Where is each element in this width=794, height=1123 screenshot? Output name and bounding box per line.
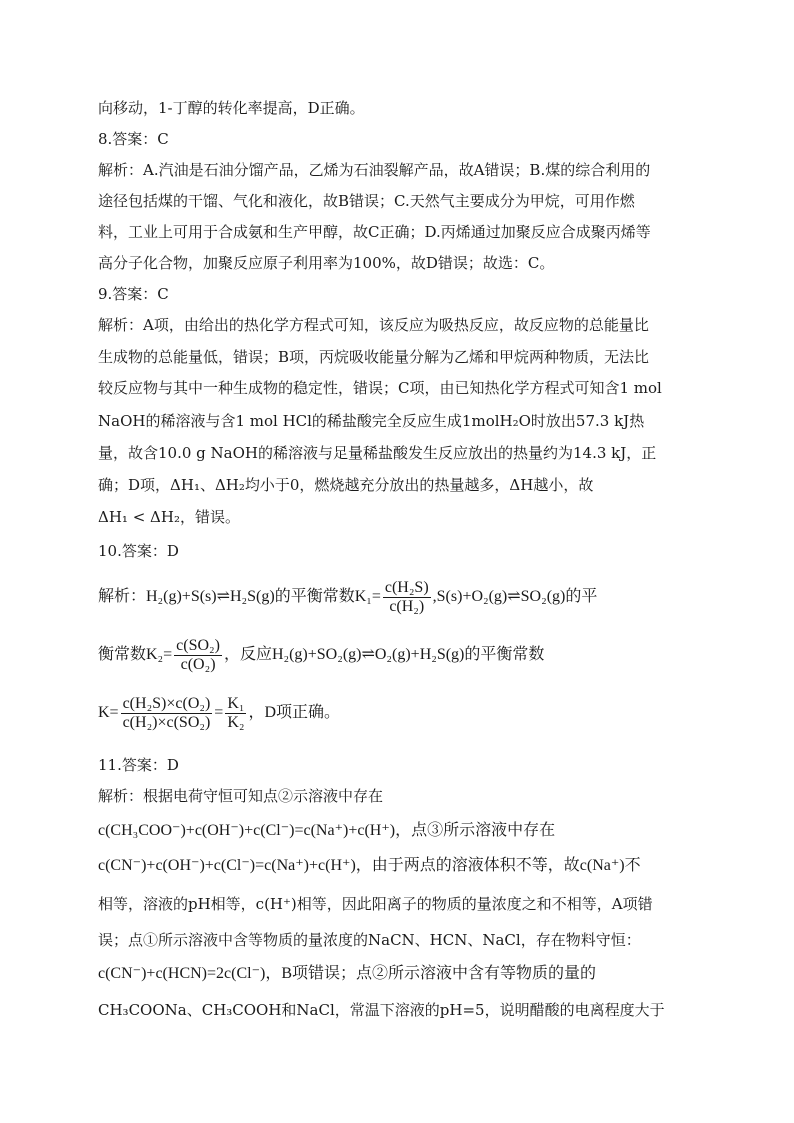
text-line: 较反应物与其中一种生成物的稳定性，错误；C项，由已知热化学方程式可知含1 mol (98, 379, 662, 397)
fraction-numerator: K₁ (227, 695, 245, 712)
equation-k2 (98, 638, 708, 673)
fraction-numerator: c(SO₂) (176, 637, 220, 654)
equation-line: c(CH₃COO⁻)+c(OH⁻)+c(Cl⁻)=c(Na⁺)+c(H⁺)，点③所示溶液中存在 (98, 822, 556, 839)
text-line: 料，工业上可用于合成氨和生产甲醇，故C正确；D.丙烯通过加聚反应合成聚丙烯等 (98, 223, 651, 241)
equation-text: ，反应H₂(g)+SO₂(g)⇌O₂(g)+H₂S(g)的平衡常数 (223, 646, 545, 664)
answer-11: 11.答案：D (98, 756, 179, 774)
equation-text: 解析：H₂(g)+S(s)⇌H₂S(g)的平衡常数K₁= (98, 588, 381, 606)
answer-10: 10.答案：D (98, 542, 179, 560)
equation-text: K= (98, 704, 119, 722)
text-line: 量，故含10.0 g NaOH的稀溶液与足量稀盐酸发生反应放出的热量约为14.3 kJ，正 (98, 444, 657, 462)
equation-k (98, 696, 708, 731)
answer-8: 8.答案：C (98, 130, 169, 148)
fraction-denominator: c(O₂) (180, 656, 216, 673)
text-line: ΔH₁ < ΔH₂，错误。 (98, 508, 240, 526)
equation-text: = (214, 704, 224, 722)
fraction-denominator: K₂ (227, 714, 245, 731)
text-line: 解析：A.汽油是石油分馏产品，乙烯为石油裂解产品，故A错误；B.煤的综合利用的 (98, 161, 651, 179)
text-line: NaOH的稀溶液与含1 mol HCl的稀盐酸完全反应生成1molH₂O时放出57.3 kJ热 (98, 412, 645, 430)
fraction-k (121, 696, 213, 731)
text-line: 误；点①所示溶液中含等物质的量浓度的NaCN、HCN、NaCl，存在物料守恒： (98, 931, 641, 949)
equation-text: ，D项正确。 (248, 704, 341, 722)
fraction-k1 (383, 580, 431, 615)
fraction-k2 (174, 638, 222, 673)
text-line: 确；D项，ΔH₁、ΔH₂均小于0，燃烧越充分放出的热量越多，ΔH越小，故 (98, 476, 594, 494)
equation-line: c(CN⁻)+c(OH⁻)+c(Cl⁻)=c(Na⁺)+c(H⁺)，由于两点的溶液体积不等，故c(Na⁺)不 (98, 857, 641, 874)
text-line: 相等，溶液的pH相等，c(H⁺)相等，因此阳离子的物质的量浓度之和不相等，A项错 (98, 895, 653, 913)
fraction-denominator: c(H₂)×c(SO₂) (122, 714, 211, 731)
text-line: 生成物的总能量低，错误；B项，丙烷吸收能量分解为乙烯和甲烷两种物质，无法比 (98, 348, 650, 366)
answer-9: 9.答案：C (98, 285, 169, 303)
equation-line: c(CN⁻)+c(HCN)=2c(Cl⁻)，B项错误；点②所示溶液中含有等物质的量的 (98, 965, 597, 982)
text-line: 向移动，1-丁醇的转化率提高，D正确。 (98, 99, 365, 117)
text-line: CH₃COONa、CH₃COOH和NaCl，常温下溶液的pH=5，说明醋酸的电离程度大于 (98, 1001, 665, 1019)
text-line: 解析：根据电荷守恒可知点②示溶液中存在 (98, 787, 384, 805)
fraction-numerator: c(H₂S)×c(O₂) (122, 695, 211, 712)
text-line: 途径包括煤的干馏、气化和液化，故B错误；C.天然气主要成分为甲烷，可用作燃 (98, 192, 635, 210)
equation-text: ,S(s)+O₂(g)⇌SO₂(g)的平 (432, 588, 598, 606)
text-line: 高分子化合物，加聚反应原子利用率为100%，故D错误；故选：C。 (98, 254, 555, 272)
fraction-numerator: c(H₂S) (384, 579, 429, 596)
fraction-denominator: c(H₂) (389, 598, 425, 615)
fraction-k-ratio (225, 696, 246, 731)
equation-text: 衡常数K₂= (98, 646, 173, 664)
equation-k1 (98, 580, 708, 615)
text-line: 解析：A项，由给出的热化学方程式可知，该反应为吸热反应，故反应物的总能量比 (98, 316, 649, 334)
